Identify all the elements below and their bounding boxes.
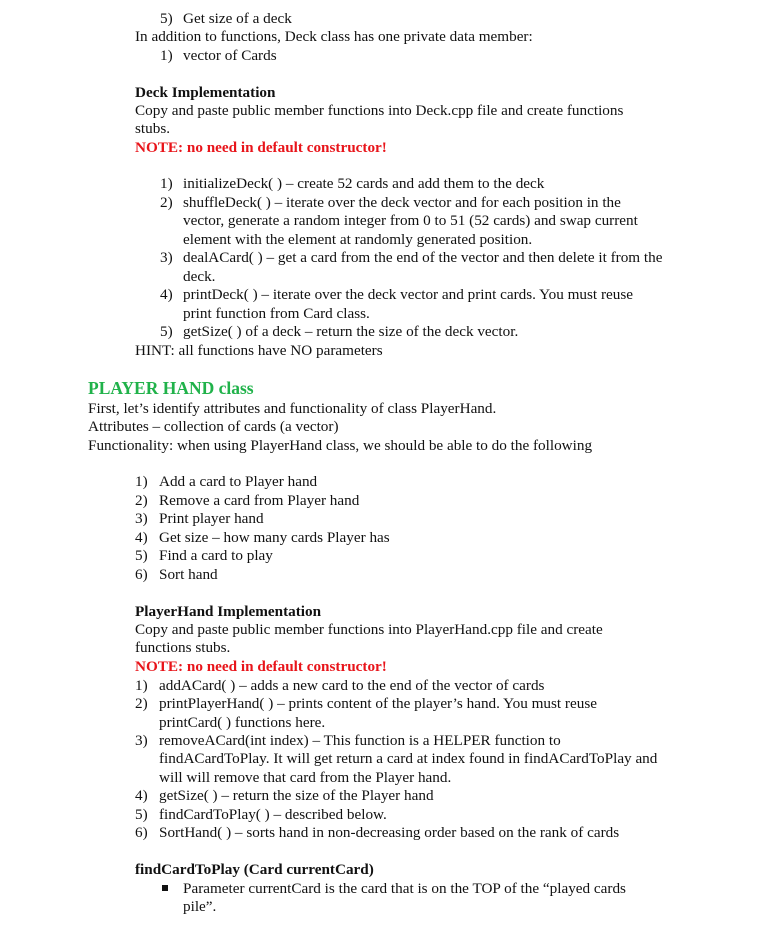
ph-func-item1-text: Add a card to Player hand bbox=[159, 473, 318, 490]
ph-impl-item1-text: addACard( ) – adds a new card to the end of the vector of cards bbox=[159, 677, 545, 694]
player-hand-intro-line1: First, let’s identify attributes and functionality of class PlayerHand. bbox=[88, 400, 497, 417]
deck-item2-line2: vector, generate a random integer from 0 to 51 (52 cards) and swap current bbox=[183, 212, 638, 229]
deck-item1-num: 1) bbox=[160, 175, 173, 192]
additional-members-intro: In addition to functions, Deck class has one private data member: bbox=[135, 28, 533, 45]
deck-item5-text: getSize( ) of a deck – return the size of the deck vector. bbox=[183, 323, 519, 340]
deck-item4-line1: printDeck( ) – iterate over the deck vector and print cards. You must reuse bbox=[183, 286, 633, 303]
ph-impl-item5-num: 5) bbox=[135, 806, 148, 823]
deck-item1-text: initializeDeck( ) – create 52 cards and add them to the deck bbox=[183, 175, 545, 192]
ph-func-item1-num: 1) bbox=[135, 473, 148, 490]
member1-num: 1) bbox=[160, 47, 173, 64]
ph-func-item6-num: 6) bbox=[135, 566, 148, 583]
ph-impl-item4-num: 4) bbox=[135, 787, 148, 804]
ph-impl-item2-num: 2) bbox=[135, 695, 148, 712]
ph-impl-desc-line2: functions stubs. bbox=[135, 639, 231, 656]
ph-impl-item6-num: 6) bbox=[135, 824, 148, 841]
ph-func-item2-text: Remove a card from Player hand bbox=[159, 492, 360, 509]
ph-impl-item3-num: 3) bbox=[135, 732, 148, 749]
ph-func-item6-text: Sort hand bbox=[159, 566, 218, 583]
deck-item3-num: 3) bbox=[160, 249, 173, 266]
deck-item2-num: 2) bbox=[160, 194, 173, 211]
ph-impl-item6-text: SortHand( ) – sorts hand in non-decreasing order based on the rank of cards bbox=[159, 824, 620, 841]
deck-item5-num: 5) bbox=[160, 323, 173, 340]
deck-item4-line2: print function from Card class. bbox=[183, 305, 370, 322]
player-hand-intro-line3: Functionality: when using PlayerHand class, we should be able to do the following bbox=[88, 437, 593, 454]
top-item5-text: Get size of a deck bbox=[183, 10, 292, 27]
ph-impl-item3-line3: will will remove that card from the Player hand. bbox=[159, 769, 452, 786]
ph-func-item3-num: 3) bbox=[135, 510, 148, 527]
ph-func-item2-num: 2) bbox=[135, 492, 148, 509]
ph-impl-heading: PlayerHand Implementation bbox=[135, 603, 322, 620]
ph-impl-item2-line1: printPlayerHand( ) – prints content of the player’s hand. You must reuse bbox=[159, 695, 597, 712]
deck-item3-line2: deck. bbox=[183, 268, 216, 285]
find-card-heading: findCardToPlay (Card currentCard) bbox=[135, 861, 374, 878]
deck-item2-line1: shuffleDeck( ) – iterate over the deck vector and for each position in the bbox=[183, 194, 621, 211]
top-item5-num: 5) bbox=[160, 10, 173, 27]
ph-impl-item1-num: 1) bbox=[135, 677, 148, 694]
ph-func-item3-text: Print player hand bbox=[159, 510, 264, 527]
ph-impl-item5-text: findCardToPlay( ) – described below. bbox=[159, 806, 387, 823]
deck-hint: HINT: all functions have NO parameters bbox=[135, 342, 383, 359]
ph-impl-desc-line1: Copy and paste public member functions into PlayerHand.cpp file and create bbox=[135, 621, 603, 638]
deck-impl-note: NOTE: no need in default constructor! bbox=[135, 139, 387, 156]
ph-func-item4-num: 4) bbox=[135, 529, 148, 546]
ph-func-item4-text: Get size – how many cards Player has bbox=[159, 529, 390, 546]
player-hand-intro-line2: Attributes – collection of cards (a vector) bbox=[88, 418, 339, 435]
deck-item3-line1: dealACard( ) – get a card from the end of the vector and then delete it from the bbox=[183, 249, 663, 266]
deck-item4-num: 4) bbox=[160, 286, 173, 303]
ph-func-item5-num: 5) bbox=[135, 547, 148, 564]
ph-impl-item2-line2: printCard( ) functions here. bbox=[159, 714, 326, 731]
find-card-bullet-line1: Parameter currentCard is the card that is on the TOP of the “played cards bbox=[183, 880, 626, 897]
player-hand-heading: PLAYER HAND class bbox=[88, 378, 254, 398]
ph-impl-item3-line1: removeACard(int index) – This function is a HELPER function to bbox=[159, 732, 561, 749]
deck-impl-heading: Deck Implementation bbox=[135, 84, 276, 101]
ph-impl-note: NOTE: no need in default constructor! bbox=[135, 658, 387, 675]
deck-impl-desc-line1: Copy and paste public member functions into Deck.cpp file and create functions bbox=[135, 102, 624, 119]
bullet-square-icon bbox=[162, 885, 168, 891]
ph-func-item5-text: Find a card to play bbox=[159, 547, 273, 564]
ph-impl-item3-line2: findACardToPlay. It will get return a card at index found in findACardToPlay and bbox=[159, 750, 658, 767]
deck-impl-desc-line2: stubs. bbox=[135, 120, 171, 137]
member1-text: vector of Cards bbox=[183, 47, 277, 64]
deck-item2-line3: element with the element at randomly generated position. bbox=[183, 231, 533, 248]
ph-impl-item4-text: getSize( ) – return the size of the Player hand bbox=[159, 787, 434, 804]
find-card-bullet-line2: pile”. bbox=[183, 898, 217, 915]
